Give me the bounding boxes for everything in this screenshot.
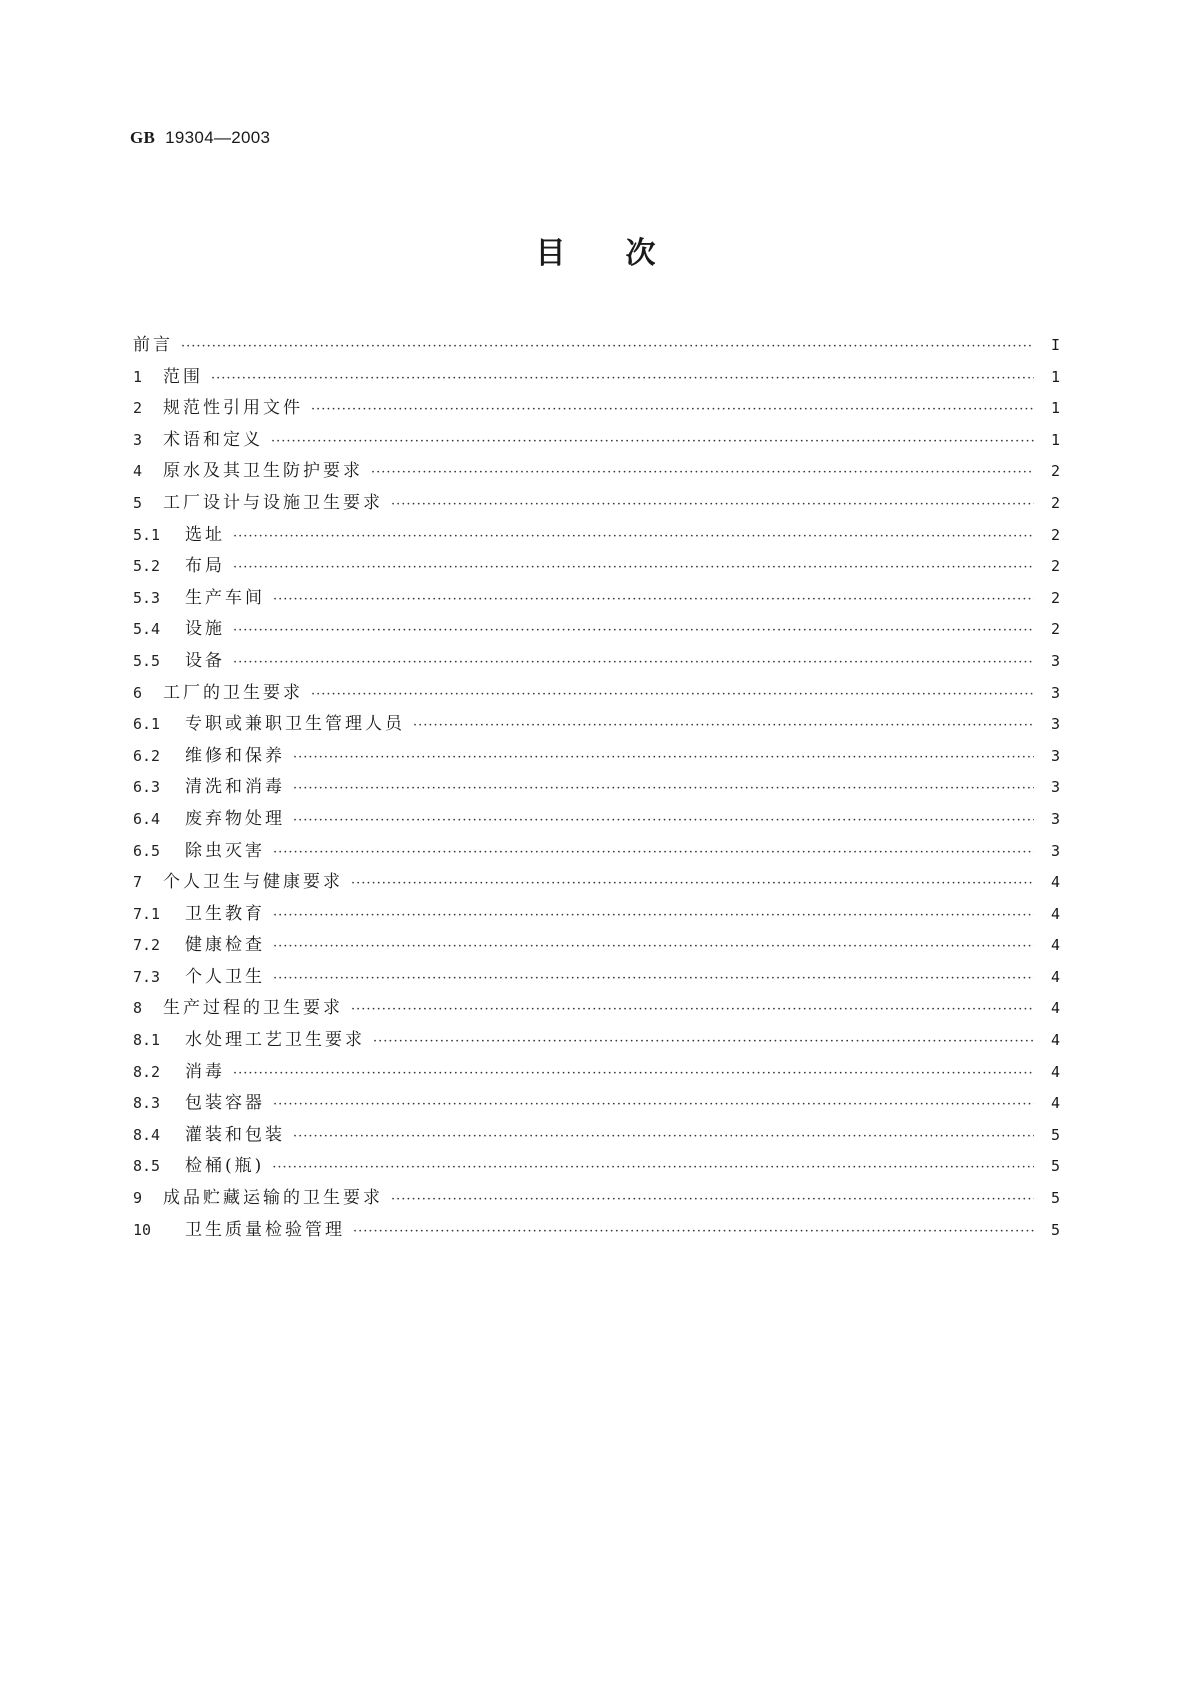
toc-entry[interactable] (133, 1183, 1060, 1215)
toc-entry-number: 5.5 (133, 651, 161, 670)
toc-leader-dots (351, 876, 1034, 891)
toc-entry[interactable] (133, 551, 1060, 583)
toc-entry-page: 3 (1050, 746, 1060, 765)
toc-entry-title: 生产车间 (185, 587, 265, 608)
toc-entry-number: 6.5 (133, 841, 161, 860)
toc-entry-number: 6.3 (133, 778, 161, 797)
toc-entry-page: 4 (1050, 1031, 1060, 1050)
toc-entry[interactable] (133, 425, 1060, 457)
toc-entry[interactable] (133, 709, 1060, 741)
toc-entry-page: 5 (1050, 1220, 1060, 1239)
toc-entry-number: 8 (133, 999, 143, 1018)
toc-leader-dots (293, 1129, 1034, 1144)
toc-leader-dots (233, 655, 1034, 670)
toc-leader-dots (353, 1224, 1034, 1239)
standard-prefix: GB (130, 128, 156, 147)
toc-entry-title: 前言 (133, 335, 173, 355)
toc-entry-title: 设施 (185, 619, 225, 640)
toc-leader-dots (181, 339, 1034, 354)
toc-entry[interactable] (133, 962, 1060, 994)
toc-entry[interactable] (133, 488, 1060, 520)
toc-entry-page: 5 (1050, 1189, 1060, 1208)
toc-leader-dots (391, 497, 1034, 512)
toc-leader-dots (351, 1002, 1034, 1017)
toc-entry-title: 卫生质量检验管理 (185, 1219, 345, 1240)
toc-entry-title: 清洗和消毒 (185, 777, 285, 798)
toc-leader-dots (273, 908, 1034, 923)
toc-entry-title: 废弃物处理 (185, 808, 285, 829)
toc-entry-page: 4 (1050, 904, 1060, 923)
toc-entry[interactable] (133, 772, 1060, 804)
toc-leader-dots (293, 813, 1034, 828)
toc-entry-page: 3 (1050, 809, 1060, 828)
toc-entry-number: 8.5 (133, 1157, 161, 1176)
toc-entry-page: 2 (1050, 493, 1060, 512)
toc-entry[interactable] (133, 678, 1060, 710)
toc-entry-title: 消毒 (185, 1061, 225, 1082)
toc-entry-title: 选址 (185, 524, 225, 545)
toc-entry[interactable] (133, 1057, 1060, 1089)
toc-leader-dots (311, 402, 1034, 417)
toc-leader-dots (233, 560, 1034, 575)
toc-entry-page: I (1050, 336, 1060, 354)
toc-leader-dots (373, 1034, 1034, 1049)
toc-entry-page: 3 (1050, 778, 1060, 797)
toc-entry-title: 除虫灭害 (185, 840, 265, 861)
toc-entry[interactable] (133, 1088, 1060, 1120)
toc-entry-page: 3 (1050, 841, 1060, 860)
toc-entry-number: 10 (133, 1220, 152, 1239)
toc-entry[interactable] (133, 899, 1060, 931)
toc-entry-title: 原水及其卫生防护要求 (163, 461, 363, 482)
toc-entry-page: 1 (1050, 399, 1060, 418)
toc-entry-title: 检桶(瓶) (185, 1156, 265, 1177)
toc-entry-title: 包装容器 (185, 1093, 265, 1114)
toc-entry[interactable] (133, 330, 1060, 362)
toc-entry-title: 布局 (185, 556, 225, 577)
toc-entry-number: 7.1 (133, 904, 161, 923)
toc-entry[interactable] (133, 393, 1060, 425)
toc-entry[interactable] (133, 867, 1060, 899)
toc-entry-number: 5.2 (133, 557, 161, 576)
toc-entry-number: 6.4 (133, 809, 161, 828)
toc-leader-dots (311, 687, 1034, 702)
toc-entry-number: 6.1 (133, 715, 161, 734)
toc-entry-number: 8.4 (133, 1125, 161, 1144)
toc-entry[interactable] (133, 836, 1060, 868)
toc-entry-number: 7.3 (133, 967, 161, 986)
toc-entry-number: 5.3 (133, 588, 161, 607)
toc-leader-dots (273, 939, 1034, 954)
standard-number: 19304—2003 (165, 128, 271, 147)
toc-leader-dots (271, 434, 1034, 449)
toc-entry-page: 1 (1050, 367, 1060, 386)
toc-entry[interactable] (133, 520, 1060, 552)
toc-leader-dots (371, 465, 1034, 480)
toc-entry-number: 8.3 (133, 1094, 161, 1113)
toc-entry-number: 6 (133, 683, 143, 702)
toc-entry-number: 9 (133, 1189, 143, 1208)
toc-entry-number: 5 (133, 493, 143, 512)
toc-entry[interactable] (133, 362, 1060, 394)
toc-leader-dots (233, 623, 1034, 638)
toc-entry-number: 8.1 (133, 1031, 161, 1050)
toc-leader-dots (211, 371, 1034, 386)
toc-entry-number: 7 (133, 873, 143, 892)
toc-entry-title: 个人卫生 (185, 966, 265, 987)
toc-entry-title: 灌装和包装 (185, 1124, 285, 1145)
toc-leader-dots (273, 592, 1034, 607)
toc-leader-dots (233, 1066, 1034, 1081)
toc-entry-number: 1 (133, 367, 143, 386)
toc-leader-dots (293, 750, 1034, 765)
toc-title: 目次 (535, 236, 716, 271)
standard-code (130, 128, 270, 148)
toc-entry-number: 8.2 (133, 1062, 161, 1081)
toc-entry-title: 工厂设计与设施卫生要求 (163, 492, 383, 513)
toc-entry-page: 1 (1050, 430, 1060, 449)
toc-entry[interactable] (133, 614, 1060, 646)
toc-entry-title: 个人卫生与健康要求 (163, 872, 343, 893)
toc-entry-page: 2 (1050, 525, 1060, 544)
toc-entry-title: 规范性引用文件 (163, 398, 303, 419)
toc-entry[interactable] (133, 456, 1060, 488)
toc-entry-page: 3 (1050, 715, 1060, 734)
toc-leader-dots (273, 845, 1034, 860)
toc-entry[interactable] (133, 930, 1060, 962)
toc-entry-title: 专职或兼职卫生管理人员 (185, 714, 405, 735)
toc-entry-title: 术语和定义 (163, 429, 263, 450)
table-of-contents (133, 330, 1060, 1246)
toc-entry[interactable] (133, 993, 1060, 1025)
toc-entry-page: 2 (1050, 620, 1060, 639)
toc-entry-page: 5 (1050, 1125, 1060, 1144)
toc-entry-page: 3 (1050, 651, 1060, 670)
toc-entry-title: 水处理工艺卫生要求 (185, 1030, 365, 1051)
toc-leader-dots (272, 1160, 1034, 1175)
toc-entry-number: 4 (133, 462, 143, 481)
toc-entry-page: 4 (1050, 873, 1060, 892)
toc-entry-page: 4 (1050, 999, 1060, 1018)
toc-entry-title: 设备 (185, 650, 225, 671)
toc-entry[interactable] (133, 1025, 1060, 1057)
toc-entry-title: 健康检查 (185, 935, 265, 956)
toc-entry-number: 5.1 (133, 525, 161, 544)
toc-entry-title: 成品贮藏运输的卫生要求 (163, 1188, 383, 1209)
toc-entry-title: 范围 (163, 366, 203, 387)
toc-entry-number: 6.2 (133, 746, 161, 765)
toc-leader-dots (293, 781, 1034, 796)
toc-entry[interactable] (133, 646, 1060, 678)
toc-entry-number: 3 (133, 430, 143, 449)
toc-entry-page: 2 (1050, 557, 1060, 576)
toc-entry[interactable] (133, 804, 1060, 836)
toc-entry-title: 卫生教育 (185, 903, 265, 924)
toc-leader-dots (233, 529, 1034, 544)
toc-leader-dots (273, 1097, 1034, 1112)
toc-entry-number: 7.2 (133, 936, 161, 955)
toc-leader-dots (273, 971, 1034, 986)
toc-entry[interactable] (133, 1151, 1060, 1183)
toc-entry-page: 4 (1050, 1062, 1060, 1081)
toc-entry-title: 生产过程的卫生要求 (163, 998, 343, 1019)
toc-entry-title: 维修和保养 (185, 745, 285, 766)
toc-entry-number: 5.4 (133, 620, 161, 639)
toc-leader-dots (391, 1192, 1034, 1207)
toc-entry[interactable] (133, 1215, 1060, 1247)
toc-entry-number: 2 (133, 399, 143, 418)
toc-entry-page: 2 (1050, 588, 1060, 607)
toc-entry-title: 工厂的卫生要求 (163, 682, 303, 703)
toc-entry-page: 4 (1050, 936, 1060, 955)
toc-entry-page: 5 (1050, 1157, 1060, 1176)
toc-leader-dots (413, 718, 1034, 733)
toc-entry-page: 4 (1050, 967, 1060, 986)
toc-entry-page: 3 (1050, 683, 1060, 702)
toc-entry[interactable] (133, 583, 1060, 615)
toc-entry[interactable] (133, 1120, 1060, 1152)
toc-entry-page: 4 (1050, 1094, 1060, 1113)
toc-entry-page: 2 (1050, 462, 1060, 481)
toc-entry[interactable] (133, 741, 1060, 773)
